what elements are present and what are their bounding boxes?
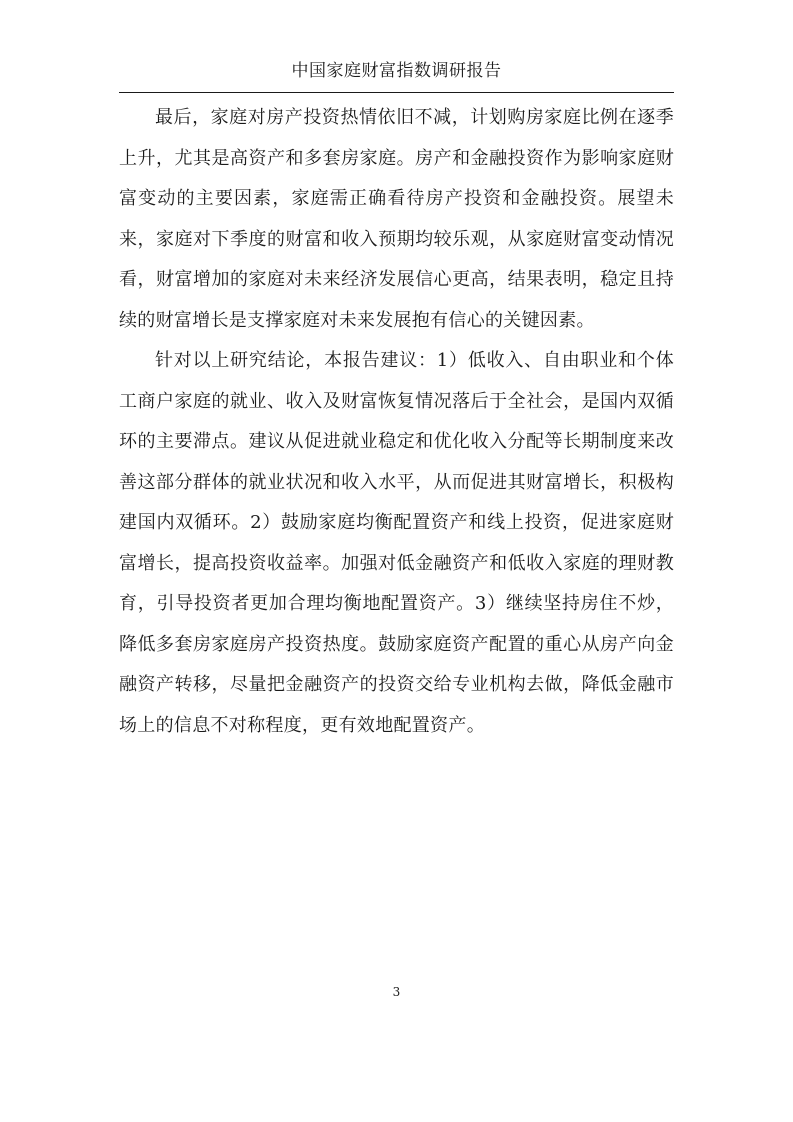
page-number: 3 (392, 985, 401, 999)
header-title: 中国家庭财富指数调研报告 (291, 61, 502, 81)
paragraph-recommendations: 针对以上研究结论，本报告建议：1）低收入、自由职业和个体工商户家庭的就业、收入及财富恢复情况落后于全社会，是国内双循环的主要滞点。建议从促进就业稳定和优化收入分配等长期制度来改善这部分群体的就业状况和收入水平，从而促进其财富增长，积极构建国内双循环。2）鼓励家庭均衡配置资产和线上投资，促进家庭财富增长，提高投资收益率。加强对低金融资产和低收入家庭的理财教育，引导投资者更加合理均衡地配置资产。3）继续坚持房住不炒，降低多套房家庭房产投资热度。鼓励家庭资产配置的重心从房产向金融资产转移，尽量把金融资产的投资交给专业机构去做，降低金融市场上的信息不对称程度，更有效地配置资产。 (119, 350, 674, 736)
document-body (119, 98, 674, 746)
paragraph-conclusion: 最后，家庭对房产投资热情依旧不减，计划购房家庭比例在逐季上升，尤其是高资产和多套房家庭。房产和金融投资作为影响家庭财富变动的主要因素，家庭需正确看待房产投资和金融投资。展望未来，家庭对下季度的财富和收入预期均较乐观，从家庭财富变动情况看，财富增加的家庭对未来经济发展信心更高，结果表明，稳定且持续的财富增长是支撑家庭对未来发展抱有信心的关键因素。 (119, 107, 674, 331)
page-header (119, 58, 674, 93)
